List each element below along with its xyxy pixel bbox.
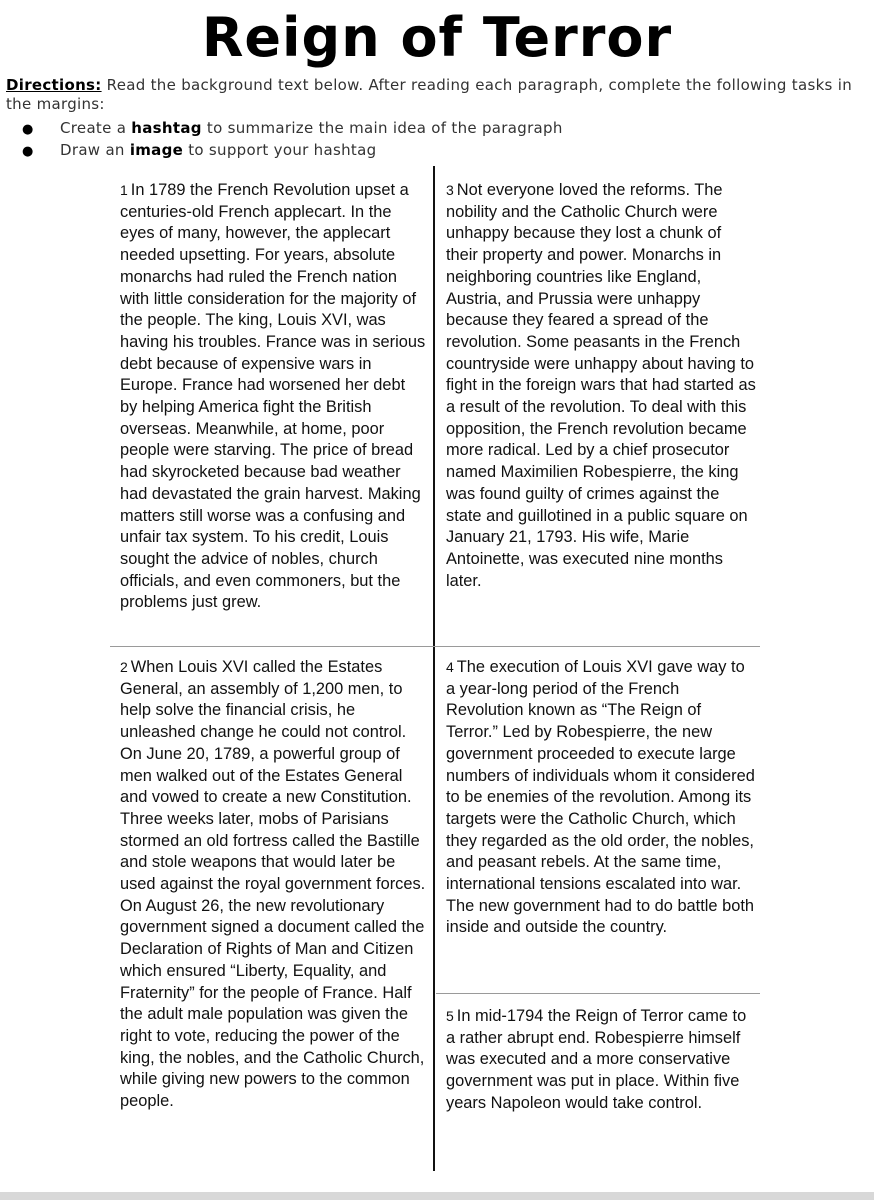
page-title: Reign of Terror — [201, 6, 673, 69]
task-list — [22, 118, 563, 162]
task-text: to support your hashtag — [183, 141, 377, 159]
page-edge — [0, 1192, 874, 1200]
paragraph-text: When Louis XVI called the Estates General, an assembly of 1,200 men, to help solve the financial crisis, he unleashed change he could not control. On June 20, 1789, a powerful group of men walked out of the Estates General and vowed to create a new Constitution. Three weeks later, mobs of Parisians stormed an old fortress called the Bastille and stole weapons that would later be used against the royal government forces. On August 26, the new revolutionary government signed a document called the Declaration of Rights of Man and Citizen which ensured “Liberty, Equality, and Fraternity” for the people of France. Half the adult male population was given the right to vote, reducing the power of the king, the nobles, and the Catholic Church, while giving new powers to the common people. — [120, 658, 426, 1111]
paragraph-text: In mid-1794 the Reign of Terror came to a rather abrupt end. Robespierre himself was executed and a more conservative government was put in place. Within five years Napoleon would take control. — [446, 1007, 747, 1112]
paragraph-text: The execution of Louis XVI gave way to a year-long period of the French Revolution known as “The Reign of Terror.” Led by Robespierre, the new government proceeded to execute large numbers of individuals whom it considered to be enemies of the revolution. Among its targets were the Catholic Church, which they regarded as the old order, the nobles, and peasant rebels. At the same time, international tensions escalated into war. The new government had to do battle both inside and outside the country. — [446, 658, 755, 937]
paragraph-number: 5 — [446, 1008, 454, 1024]
paragraph-text: Not everyone loved the reforms. The nobility and the Catholic Church were unhappy because they lost a chunk of their property and power. Monarchs in neighboring countries like England, Austria, and Prussia were unhappy because they feared a spread of the revolution. Some peasants in the French countryside were unhappy about having to fight in the foreign wars that had started as a result of the revolution. To deal with this opposition, the French revolution became more radical. Led by a chief prosecutor named Maximilien Robespierre, the king was found guilty of crimes against the state and guillotined in a public square on January 21, 1793. His wife, Marie Antoinette, was executed nine months later. — [446, 181, 756, 590]
bullet-icon: ● — [22, 144, 34, 159]
task-keyword: hashtag — [131, 119, 202, 137]
paragraph-number: 4 — [446, 659, 454, 675]
directions-text: Read the background text below. After reading each paragraph, complete the following tasks in the margins: — [6, 76, 853, 113]
task-text: Draw an — [60, 141, 130, 159]
column-divider — [433, 166, 435, 1171]
task-text: to summarize the main idea of the paragraph — [201, 119, 563, 137]
task-text: Create a — [60, 119, 132, 137]
row-divider — [436, 993, 760, 994]
task-keyword: image — [129, 141, 184, 159]
bullet-icon: ● — [22, 122, 34, 137]
paragraph-number: 3 — [446, 182, 454, 198]
paragraph-number: 2 — [120, 659, 128, 675]
task-item-image — [22, 140, 563, 162]
task-item-hashtag — [22, 118, 563, 140]
paragraph-text: In 1789 the French Revolution upset a centuries-old French applecart. In the eyes of many, however, the applecart needed upsetting. For years, absolute monarchs had ruled the French nation with little consideration for the majority of the people. The king, Louis XVI, was having his troubles. France was in serious debt because of expensive wars in Europe. France had worsened her debt by helping America fight the British overseas. Meanwhile, at home, poor people were starving. The price of bread had skyrocketed because bad weather had devastated the grain harvest. Making matters still worse was a confusing and unfair tax system. To his credit, Louis sought the advice of nobles, church officials, and even commoners, but the problems just grew. — [120, 181, 426, 612]
paragraph-2 — [120, 657, 426, 1113]
paragraph-number: 1 — [120, 182, 128, 198]
directions-label: Directions: — [6, 76, 102, 94]
directions — [6, 76, 856, 114]
row-divider — [110, 646, 760, 647]
paragraph-3 — [446, 180, 756, 592]
paragraph-1 — [120, 180, 426, 614]
paragraph-4 — [446, 657, 756, 939]
paragraph-5 — [446, 1006, 756, 1115]
